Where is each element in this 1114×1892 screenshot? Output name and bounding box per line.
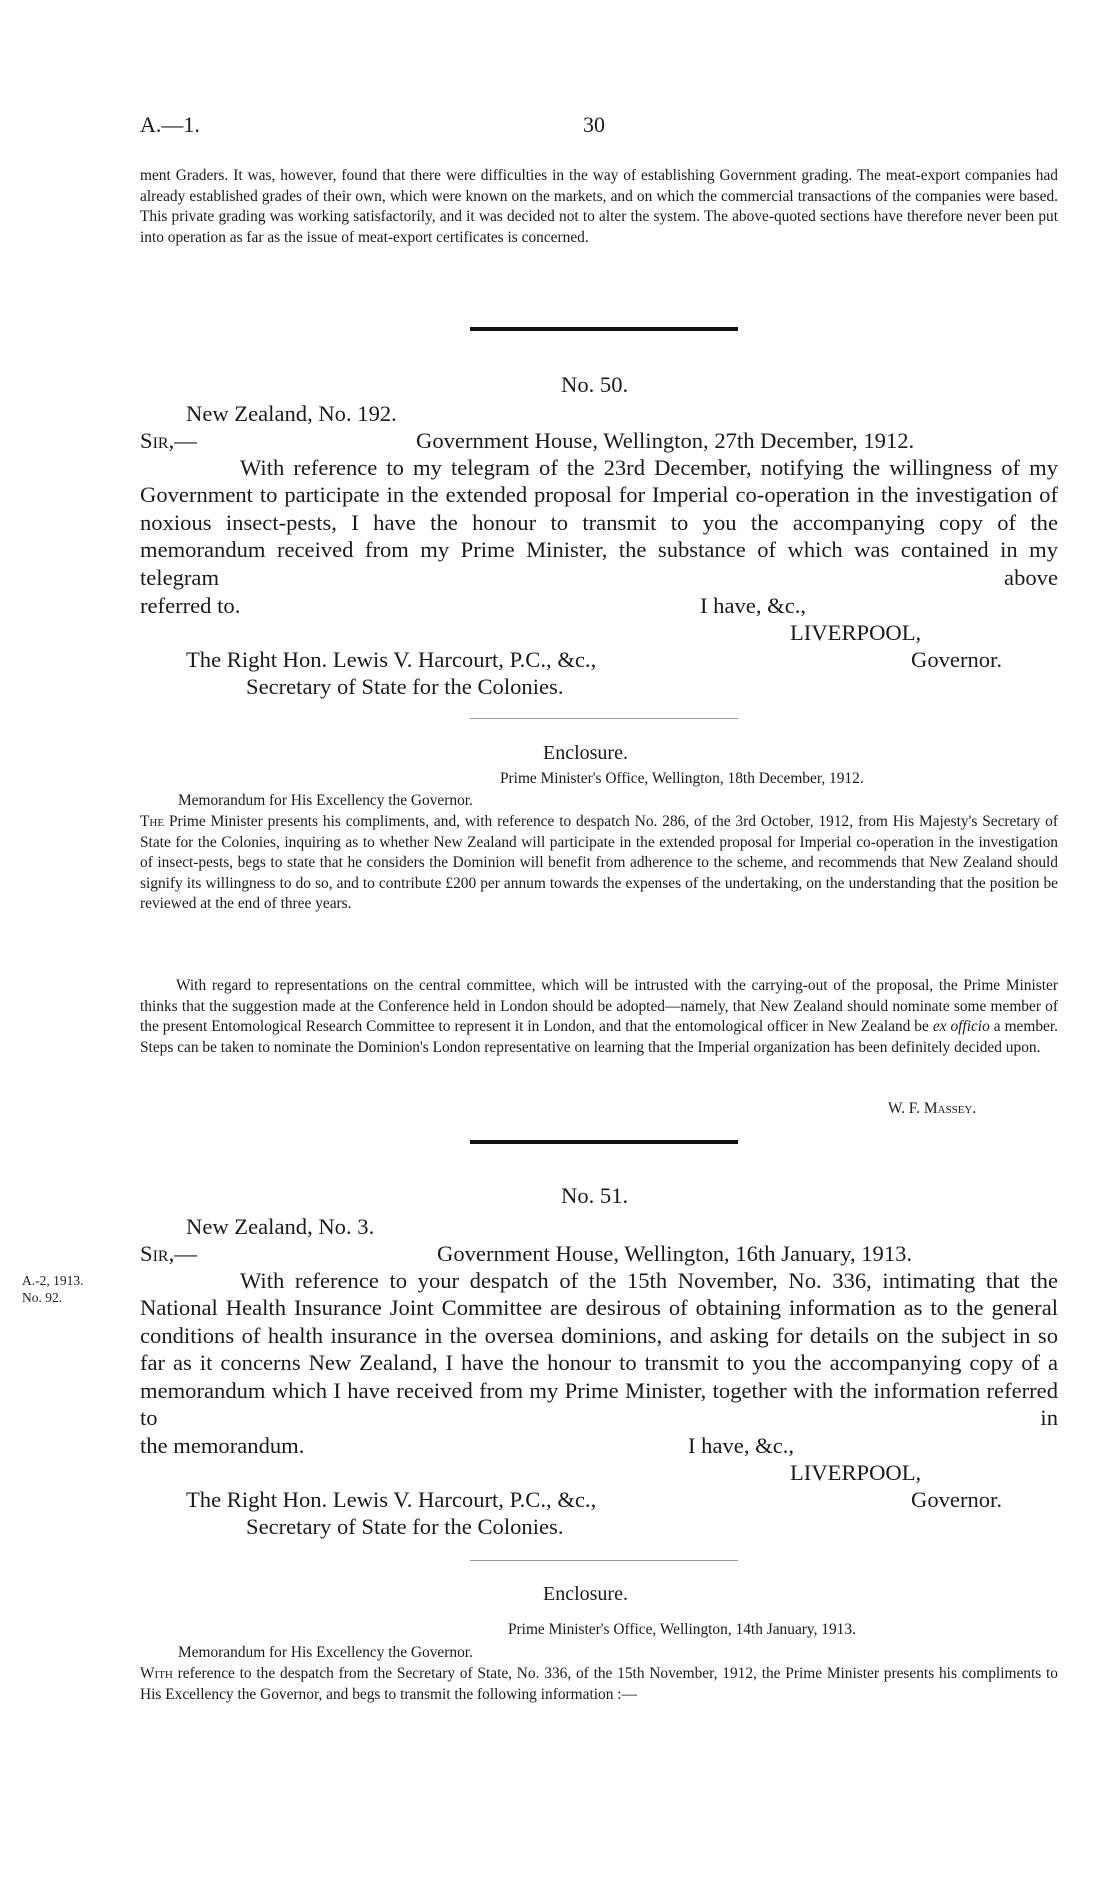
memo-paragraph <box>140 1664 1058 1705</box>
place-date: Government House, Wellington, 27th December, 1912. <box>416 428 915 453</box>
addressee-title: Secretary of State for the Colonies. <box>246 674 564 699</box>
letter-body: With reference to your despatch of the 15th November, No. 336, intimating that the National Health Insurance Joint Committee are desirous of obtaining information as to the general conditions of health insurance in the oversea dominions, and asking for details on the subject in so far as it concerns New Zealand, I have the honour to transmit to you the accompanying copy of a memorandum which I have received from my Prime Minister, together with the information referred to in <box>140 1268 1058 1431</box>
signature: LIVERPOOL, <box>790 620 922 645</box>
enclosure-divider <box>470 718 738 719</box>
memo-paragraph <box>140 976 1058 1058</box>
memo-paragraph <box>140 812 1058 915</box>
enclosure-place-date: Prime Minister's Office, Wellington, 14th January, 1913. <box>508 1621 856 1638</box>
letter-reference: New Zealand, No. 192. <box>186 401 397 426</box>
place-date: Government House, Wellington, 16th January, 1913. <box>437 1241 913 1266</box>
enclosure-place-date: Prime Minister's Office, Wellington, 18th December, 1912. <box>500 770 864 787</box>
enclosure-divider <box>470 1560 738 1561</box>
memo-lead-word: The <box>140 813 165 830</box>
signature-title: Governor. <box>911 647 1002 672</box>
memo-text: With regard to representations on the central committee, which will be intrusted with the carrying-out of the proposal, the Prime Minister thinks that the suggestion made at the Conference held in London should be adopted—namely, that New Zealand should nominate some member of the present Entomological Research Committee to represent it in London, and that the entomological officer in New Zealand be <box>140 977 1058 1035</box>
salutation: Sir,— <box>140 1241 197 1266</box>
letter-body-end: referred to. <box>140 593 241 618</box>
margin-note: A.-2, 1913. <box>22 1273 84 1288</box>
salutation: Sir,— <box>140 428 197 453</box>
section-divider <box>470 327 738 331</box>
intro-paragraph: ment Graders. It was, however, found that there were difficulties in the way of establishing Government grading. The meat-export companies had already established grades of their own, which were known on the markets, and on which the commercial transactions of the companies were based. This private grading was working satisfactorily, and it was decided not to alter the system. The above-quoted sections have therefore never been put into operation as far as the issue of meat-export certificates is concerned. <box>140 167 1058 246</box>
closing: I have, &c., <box>700 593 807 618</box>
signature: LIVERPOOL, <box>790 1460 922 1485</box>
memo-text: Prime Minister presents his compliments, and, with reference to despatch No. 286, of the 3rd October, 1912, from His Majesty's Secretary of State for the Colonies, inquiring as to whether New Zealand will participate in the extended proposal for Imperial co-operation in the investigation of insect-pests, begs to state that he considers the Dominion will benefit from adherence to the scheme, and recommends that New Zealand should signify its willingness to do so, and to contribute £200 per annum towards the expenses of the undertaking, on the understanding that the position be reviewed at the end of three years. <box>140 813 1058 912</box>
memo-text: a member. Steps can be taken to nominate the Dominion's London representative on learning that the Imperial organization has been definitely decided upon. <box>140 1018 1058 1056</box>
memo-italic-text: ex officio <box>932 1018 990 1035</box>
letter-body-end: the memorandum. <box>140 1433 305 1458</box>
enclosure-heading: Enclosure. <box>543 1583 628 1605</box>
memo-title: Memorandum for His Excellency the Governor. <box>178 1644 473 1661</box>
memo-title: Memorandum for His Excellency the Governor. <box>178 792 473 809</box>
signature-title: Governor. <box>911 1487 1002 1512</box>
letter-reference: New Zealand, No. 3. <box>186 1214 375 1239</box>
memo-text: reference to the despatch from the Secretary of State, No. 336, of the 15th November, 1912, the Prime Minister presents his compliments to His Excellency the Governor, and begs to transmit the following information :— <box>140 1665 1058 1703</box>
margin-note: No. 92. <box>22 1290 63 1305</box>
addressee-title: Secretary of State for the Colonies. <box>246 1514 564 1539</box>
memo-signature: W. F. Massey. <box>888 1100 977 1117</box>
document-reference: A.—1. <box>140 112 200 137</box>
addressee-name: The Right Hon. Lewis V. Harcourt, P.C., &c., <box>186 1487 597 1512</box>
page-number: 30 <box>583 112 605 137</box>
letter-body: With reference to my telegram of the 23rd December, notifying the willingness of my Government to participate in the extended proposal for Imperial co-operation in the investigation of noxious insect-pests, I have the honour to transmit to you the accompanying copy of the memorandum received from my Prime Minister, the substance of which was contained in my telegram above <box>140 455 1058 590</box>
letter-number: No. 50. <box>561 372 629 397</box>
enclosure-heading: Enclosure. <box>543 742 628 764</box>
addressee-name: The Right Hon. Lewis V. Harcourt, P.C., &c., <box>186 647 597 672</box>
section-divider <box>470 1140 738 1144</box>
memo-lead-word: With <box>140 1665 173 1682</box>
letter-number: No. 51. <box>561 1183 629 1208</box>
closing: I have, &c., <box>688 1433 795 1458</box>
